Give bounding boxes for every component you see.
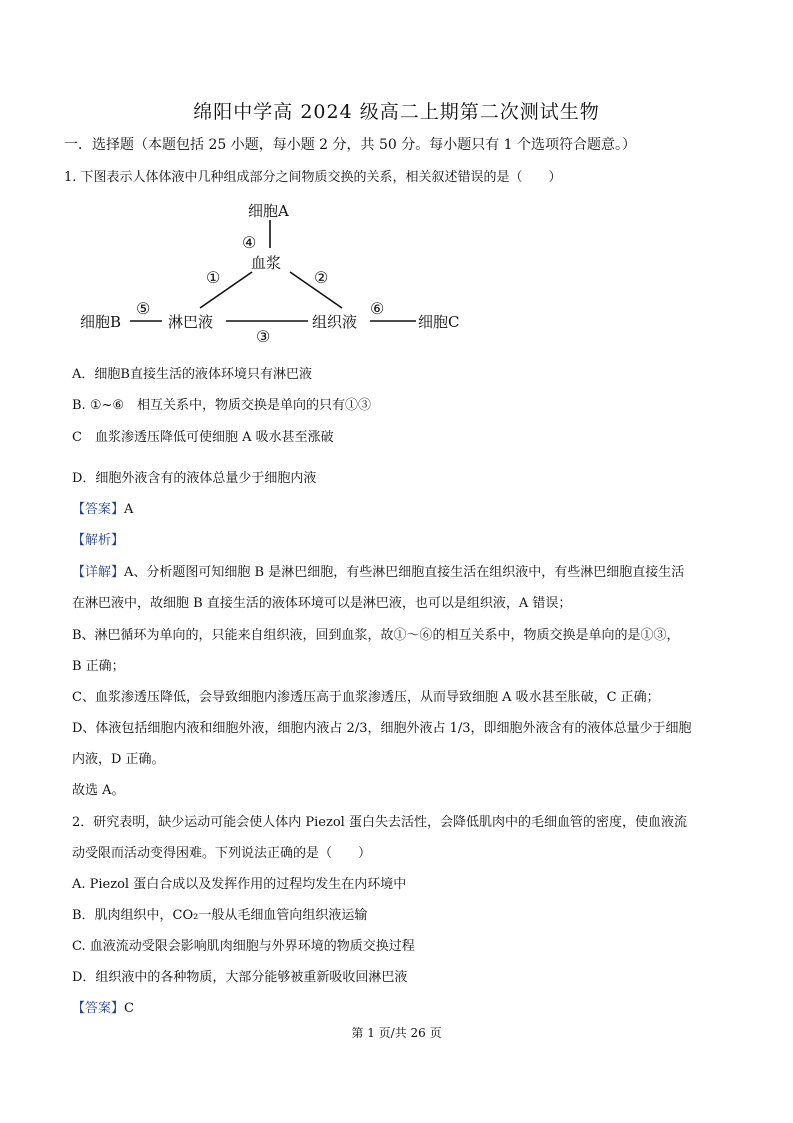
q2-stem-line-2: 动受限而活动变得困难。下列说法正确的是（ ） <box>72 846 372 861</box>
q2-stem-line-1: 2．研究表明，缺少运动可能会使人体内 Piezol 蛋白失去活性，会降低肌肉中的毛细血管的密度，使血液流 <box>72 815 687 830</box>
q1-option-c: C 血浆渗透压降低可使细胞 A 吸水甚至涨破 <box>72 430 334 445</box>
label-cell-b: 细胞B <box>80 313 122 331</box>
detail-text: A、分析题图可知细胞 B 是淋巴细胞，有些淋巴细胞直接生活在组织液中，有些淋巴细胞直接生活 <box>124 565 685 580</box>
marker-6: ⑥ <box>370 299 385 318</box>
page-title: 绵阳中学高 2024 级高二上期第二次测试生物 <box>193 101 600 123</box>
label-lymph: 淋巴液 <box>168 313 214 331</box>
marker-3: ③ <box>256 327 271 346</box>
section-heading: 一．选择题（本题包括 25 小题，每小题 2 分，共 50 分。每小题只有 1 个选项符合题意。） <box>64 137 637 153</box>
q1-detail-line-4: B 正确； <box>72 659 125 674</box>
q1-detail-line-5: C、血浆渗透压降低，会导致细胞内渗透压高于血浆渗透压，从而导致细胞 A 吸水甚至胀破，C 正确； <box>72 690 660 705</box>
q2-option-c: C. 血液流动受限会影响肌肉细胞与外界环境的物质交换过程 <box>72 939 415 954</box>
detail-label: 【详解】 <box>72 565 125 580</box>
label-cell-c: 细胞C <box>418 313 460 331</box>
q1-option-d: D．细胞外液含有的液体总量少于细胞内液 <box>72 471 317 486</box>
q2-option-a: A. Piezol 蛋白合成以及发挥作用的过程均发生在内环境中 <box>72 877 407 892</box>
q1-analysis-label: 【解析】 <box>72 533 125 548</box>
label-cell-a: 细胞A <box>248 202 289 220</box>
answer-label: 【答案】 <box>72 502 125 517</box>
page-footer: 第 1 页/共 26 页 <box>351 1026 442 1040</box>
body-fluid-diagram <box>70 196 480 356</box>
question-1-stem: 1. 下图表示人体体液中几种组成部分之间物质交换的关系，相关叙述错误的是（ ） <box>64 170 562 185</box>
q1-detail-line-3: B、淋巴循环为单向的，只能来自组织液，回到血浆，故①～⑥的相互关系中，物质交换是单向的是①③， <box>72 628 680 643</box>
q2-option-b: B．肌肉组织中，CO₂一般从毛细血管向组织液运输 <box>72 908 368 923</box>
q1-answer <box>72 502 133 518</box>
q1-detail-line-7: 内液，D 正确。 <box>72 752 165 767</box>
q1-option-a: A．细胞B直接生活的液体环境只有淋巴液 <box>72 367 312 382</box>
label-tissue-fluid: 组织液 <box>312 313 358 331</box>
q1-detail-line-2: 在淋巴液中，故细胞 B 直接生活的液体环境可以是淋巴液，也可以是组织液，A 错误； <box>72 596 572 611</box>
marker-2: ② <box>314 268 329 287</box>
q2-option-d: D．组织液中的各种物质，大部分能够被重新吸收回淋巴液 <box>72 970 408 985</box>
q1-detail-line-1 <box>72 565 684 581</box>
marker-5: ⑤ <box>136 299 151 318</box>
answer-value: C <box>124 1001 134 1016</box>
answer-value: A <box>124 502 134 517</box>
label-plasma: 血浆 <box>251 254 282 272</box>
q1-option-b: B. ①~⑥ 相互关系中，物质交换是单向的只有①③ <box>72 398 372 413</box>
marker-1: ① <box>206 268 221 287</box>
answer-label: 【答案】 <box>72 1001 125 1016</box>
q1-detail-line-8: 故选 A。 <box>72 783 125 798</box>
marker-4: ④ <box>242 233 257 252</box>
q1-detail-line-6: D、体液包括细胞内液和细胞外液，细胞内液占 2/3，细胞外液占 1/3，即细胞外液含有的液体总量少于细胞 <box>72 721 692 736</box>
q2-answer <box>72 1001 134 1017</box>
